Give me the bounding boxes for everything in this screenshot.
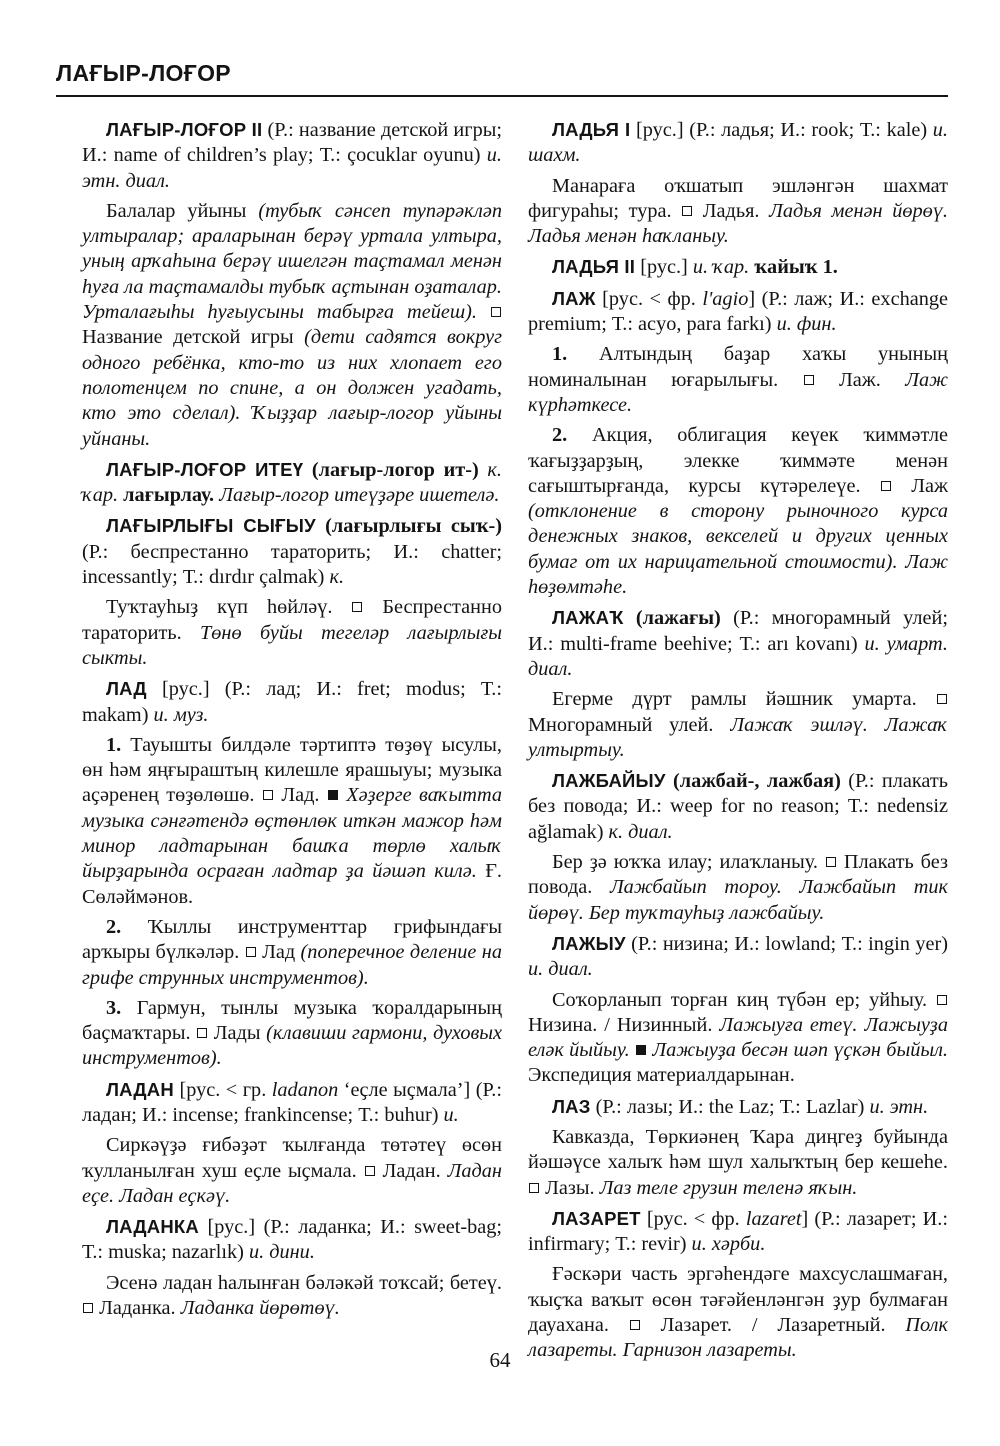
headword: ЛАЗ [552,1095,591,1117]
translation-marker-icon [491,307,501,317]
headword: ЛАДЬЯ II [552,256,636,278]
headword: ЛАЗАРЕТ [552,1207,641,1229]
entry: ЛАҒЫР-ЛОҒОР ИТЕҮ (лағыр-логор ит-) к. ҡар. лағырлау. Лағыр-логор итеүҙәре ишетелә. [82,458,502,507]
headword: ЛАЖБАЙЫУ [552,770,666,792]
entry: ЛАДЬЯ I [рус.] (Р.: ладья; И.: rook; Т.: kale) и. шахм. [528,119,948,167]
headword: ЛАД [106,678,147,700]
entry: ЛАЖ [рус. < фр. l'agio] (Р.: лаж; И.: exchange premium; Т.: acyo, para farkı) и. фин. [528,287,948,336]
entry: ЛАЖБАЙЫУ (лажбай-, лажбая) (Р.: плакать без повода; И.: weep for no reason; Т.: nedensiz ağlamak) к. диал. [528,770,948,843]
entry-sense: 2. Акция, облигация кеүек ҡиммәтле ҡағыҙҙарҙың, элекке ҡиммәте менән сағыштырғанда, курсы күтәрелеүе. Лаж (отклонение в сторону рыночного курса денежных знаков, векселей и других ценных бумаг от их нарицательной стоимости). Лаж һөҙөмтәһе. [528,424,949,599]
entry-sense: Манараға оҡшатып эшләнгән шахмат фигураһы; тура. Ладья. Ладья менән йөрөү. Ладья менән һаҡланыу. [528,174,948,248]
headword: ЛАДАНКА [106,1216,199,1238]
translation-marker-icon [197,1028,207,1038]
translation-marker-icon [630,1320,640,1330]
translation-marker-icon [682,206,692,216]
entry-sense: Соҡорланып торған киң түбән ер; уйһыу. Низина. / Низинный. Лажыуға етеү. Лажыуҙа еләк йыйыу. Лажыуҙа бесән шәп үҫкән быйыл. Экспедиция материалдарынан. [528,988,949,1087]
right-column [528,117,948,1369]
running-header: ЛАҒЫР-ЛОҒОР [56,60,231,86]
translation-marker-icon [826,857,836,867]
example-marker-icon [328,790,338,800]
entry: ЛАДЬЯ II [рус.] и. ҡар. ҡайыҡ 1. [552,256,838,279]
entry-sense: Бер ҙә юҡҡа илау; илаҡланыу. Плакать без повода. Лажбайып тороу. Лажбайып тик йөрөү. Бер туҡтауһыҙ лажбайыу. [528,851,948,924]
headword: ЛАДАН [106,1078,174,1100]
entry-sense: Кавказда, Төркиәнең Ҡара диңгеҙ буйында йәшәүсе халыҡ һәм шул халыҡтың бер кешеһе. Лазы. Лаз теле грузин теленә яҡын. [528,1125,948,1199]
translation-marker-icon [365,1166,375,1176]
headword: ЛАДЬЯ I [552,119,631,140]
entry-sense: Балалар уйыны (тубыҡ сәнсеп тупәрәкләп ултыралар; араларынан берәү уртала ултыра, уның арҡаһына берәү ишелгән таҫтамал менән һуға ла таҫтамалды тубыҡ аҫтынан оҙаталар. Урталағыһы һуғыусыны табырға тейеш). Название детской игры (дети садятся вокруг одного ребёнка, кто-то из них хлопает его полотенцем по спине, а он должен угадать, кто это сделал). Ҡыҙҙар лағыр-логор уйыны уйнаны. [82,199,503,450]
entry: ЛАҒЫР-ЛОҒОР II (Р.: название детской игры; И.: name of children’s play; Т.: çocuklar oyunu) и. этн. диал. [82,119,502,192]
translation-marker-icon [881,481,891,491]
page-number: 64 [489,1348,511,1372]
entry: ЛАЗ (Р.: лазы; И.: the Laz; Т.: Lazlar) и. этн. [552,1095,929,1118]
entry-sense: 1. Тауышты билдәле тәртиптә төҙөү ысулы, өн һәм яңғыраштың килешле ярашыуы; музыка аҫәренең төҙөлөшө. Лад. Хәҙерге ваҡытта музыка сәнғәтендә өҫтөнлөк иткән мажор һәм минор ладтарынан башҡа төрлө халыҡ йырҙарында осраған ладтар ҙа йәшәп килә. Ғ. Сөләймәнов. [82,733,502,908]
headword: ЛАҒЫР-ЛОҒОР II [106,119,263,140]
entry: ЛАЗАРЕТ [рус. < фр. lazaret] (Р.: лазарет; И.: infirmary; Т.: revir) и. хәрби. [528,1207,949,1256]
example-marker-icon [636,1045,646,1055]
entry: ЛАЖЫУ (Р.: низина; И.: lowland; Т.: ingin yer) и. диал. [528,932,948,981]
entry: ЛАЖАҠ (лажағы) (Р.: многорамный улей; И.: multi-frame beehive; Т.: arı kovanı) и. умарт. диал. [528,607,948,680]
entry-sense: Туҡтауһыҙ күп һөйләү. Беспрестанно тараторить. Төнө буйы тегеләр лағырлығы сыкты. [82,596,502,669]
entry-sense: Егерме дүрт рамлы йәшник умарта. Многорамный улей. Лажаҡ эшләү. Лажаҡ ултыртыу. [528,688,948,761]
headword: ЛАЖАҠ [552,607,624,629]
headword: ЛАЖ [552,287,596,309]
entry-sense: Сиркәүҙә ғибәҙәт ҡылғанда төтәтеү өсөн ҡулланылған хуш еҫле ыҫмала. Ладан. Ладан еҫе. Ладан еҫкәү. [82,1134,502,1207]
headword: ЛАЖЫУ [552,932,626,954]
translation-marker-icon [804,375,814,385]
translation-marker-icon [352,602,362,612]
entry-sense: 3. Гармун, тынлы музыка ҡоралдарының баҫмаҡтары. Лады (клавиши гармони, духовых инструментов). [82,996,502,1070]
translation-marker-icon [263,790,273,800]
left-column [82,117,502,1326]
entry-sense: Эсенә ладан һалынған бәләкәй тоҡсай; бетеү. Ладанка. Ладанка йөрөтөү. [82,1271,502,1322]
translation-marker-icon [529,1183,539,1193]
headword: ЛАҒЫР-ЛОҒОР ИТЕҮ [106,458,304,480]
entry: ЛАДАН [рус. < гр. ladanon ‘еҫле ыҫмала’] (Р.: ладан; И.: incense; frankincense; Т.: buhur) и. [82,1078,502,1126]
translation-marker-icon [937,694,947,704]
header-rule [56,95,948,97]
entry-sense: 2. Ҡыллы инструменттар грифындағы арҡыры бүлкәләр. Лад (поперечное деление на грифе струнных инструментов). [82,915,502,989]
entry: ЛАДАНКА [рус.] (Р.: ладанка; И.: sweet-bag; Т.: muska; nazarlık) и. дини. [82,1216,502,1264]
entry-sense: Ғәскәри часть эргәһендәге махсуслашмаған, ҡыҫҡа ваҡыт өсөн тәғәйенләнгән ҙур булмаған дауахана. Лазарет. / Лазаретный. Полк лазареты. Гарнизон лазареты. [528,1263,948,1362]
translation-marker-icon [83,1303,93,1313]
translation-marker-icon [937,995,947,1005]
entry-sense: 1. Алтындың баҙар хаҡы унының номиналынан юғарылығы. Лаж. Лаж күрһәткесе. [528,343,949,416]
translation-marker-icon [246,947,256,957]
entry: ЛАД [рус.] (Р.: лад; И.: fret; modus; Т.: makam) и. муз. [82,678,502,726]
headword: ЛАҒЫРЛЫҒЫ СЫҒЫУ [106,515,316,537]
entry: ЛАҒЫРЛЫҒЫ СЫҒЫУ (лағырлығы сыҡ-) (Р.: беспрестанно тараторить; И.: chatter; incessantly; Т.: dırdır çalmak) к. [82,515,502,589]
